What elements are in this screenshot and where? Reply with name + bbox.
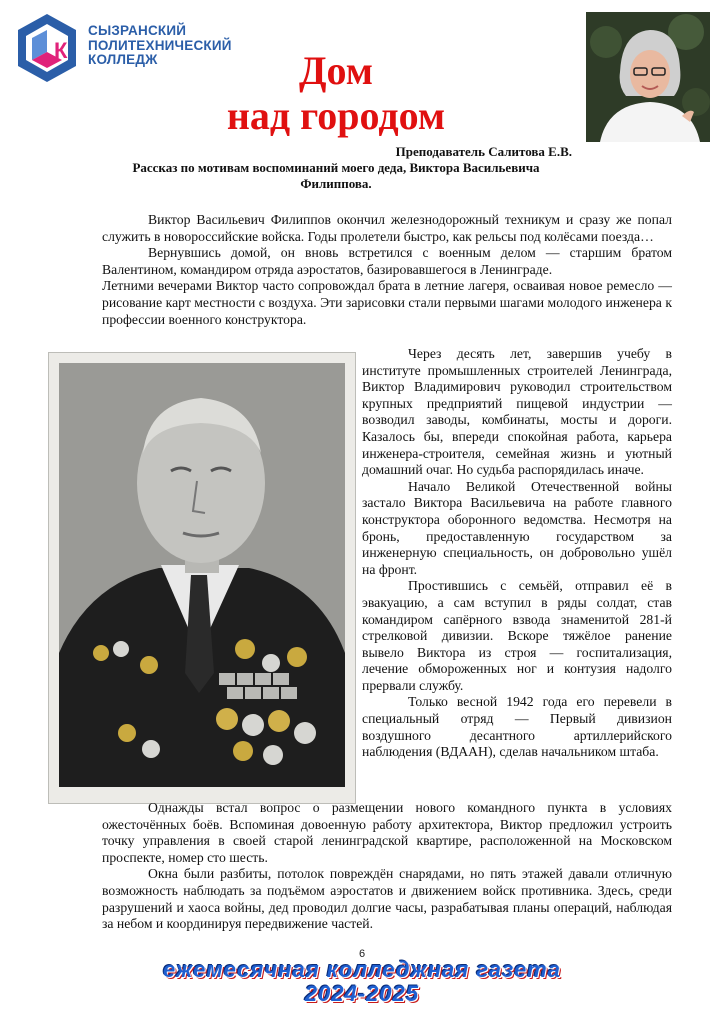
title-line: Дом [298, 48, 373, 93]
college-name-line: ПОЛИТЕХНИЧЕСКИЙ [88, 37, 232, 53]
author-description: Рассказ по мотивам воспоминаний моего деда, Виктора Васильевича Филиппова. [132, 160, 540, 191]
paragraph: Простившись с семьёй, отправил её в эвакуацию, а сам вступил в ряды солдат, став командиром сапёрного взвода знаменитой 281-й стрелковой дивизии. Вскоре тяжёлое ранение вывело Виктора из строя — госпитализация, лечение обмороженных ног и контузия надолго прервали службу. [362, 578, 672, 693]
veteran-photo [48, 352, 356, 804]
paragraph: Окна были разбиты, потолок повреждён снарядами, но пять этажей давали отличную возможность наблюдать за подъёмом аэростатов и движением войск противника. Здесь, среди разрушений и хаоса войны, дед проводил долгие часы, разрабатывая планы операций, наблюдая за небом и координируя передвижение частей. [102, 866, 672, 932]
paragraph: Виктор Васильевич Филиппов окончил железнодорожный техникум и сразу же попал служить в новороссийские войска. Годы пролетели быстро, как рельсы под колёсами поезда… [102, 212, 672, 244]
author-portrait [586, 12, 710, 142]
paragraph: Через десять лет, завершив учебу в институте промышленных строителей Ленинграда, Виктор Владимирович руководил строительством крупных предприятий пищевой индустрии — возводил заводы, комбинаты, мосты и дороги. Казалось бы, впереди спокойная работа, карьера инженера-строителя, семейная жизнь и уютный домашний очаг. Но судьба распорядилась иначе. [362, 346, 672, 478]
article-column [362, 346, 672, 761]
author-block [100, 144, 572, 192]
banner-line: 2024-2025 [304, 981, 420, 1006]
page-number: 6 [358, 948, 366, 960]
author-name: Преподаватель Салитова Е.В. [395, 144, 572, 159]
paragraph: Начало Великой Отечественной войны застало Виктора Васильевича на работе главного конструктора оборонного ведомства. Несмотря на бронь, предоставленную государством за инженерную специальность, он добровольно ушёл на фронт. [362, 478, 672, 577]
paragraph: Только весной 1942 года его перевели в специальный отряд — Первый дивизион воздушного десантного артиллерийского наблюдения (ВДААН), сделав начальником штаба. [362, 694, 672, 760]
paragraph: Вернувшись домой, он вновь встретился с военным делом — старшим братом Валентином, командиром отряда аэростатов, базировавшегося в Ленинграде. [102, 245, 672, 277]
newspaper-banner [60, 958, 664, 1006]
article-intro [102, 212, 672, 328]
college-logo-icon [14, 12, 80, 84]
article-ending [102, 800, 672, 933]
paragraph: Летними вечерами Виктор часто сопровождал брата в летние лагеря, осваивая новое ремесло — рисование карт местности с воздуха. Эти зарисовки стали первыми шагами молодого инженера к профессии военного конструктора. [102, 278, 672, 327]
paragraph: Однажды встал вопрос о размещении нового командного пункта в условиях ожесточённых боёв. Вспоминая довоенную работу архитектора, Виктор предложил устроить точку управления в своей старой ленинградской квартире, расположенной на Московском проспекте, номер сто шесть. [102, 800, 672, 865]
article-title [186, 48, 486, 138]
title-line: над городом [226, 93, 446, 138]
college-name-line: СЫЗРАНСКИЙ [88, 23, 187, 38]
college-name-line: КОЛЛЕДЖ [88, 52, 158, 67]
banner-line: ежемесячная колледжная газета [163, 957, 561, 982]
logo-letter: К [54, 38, 68, 63]
